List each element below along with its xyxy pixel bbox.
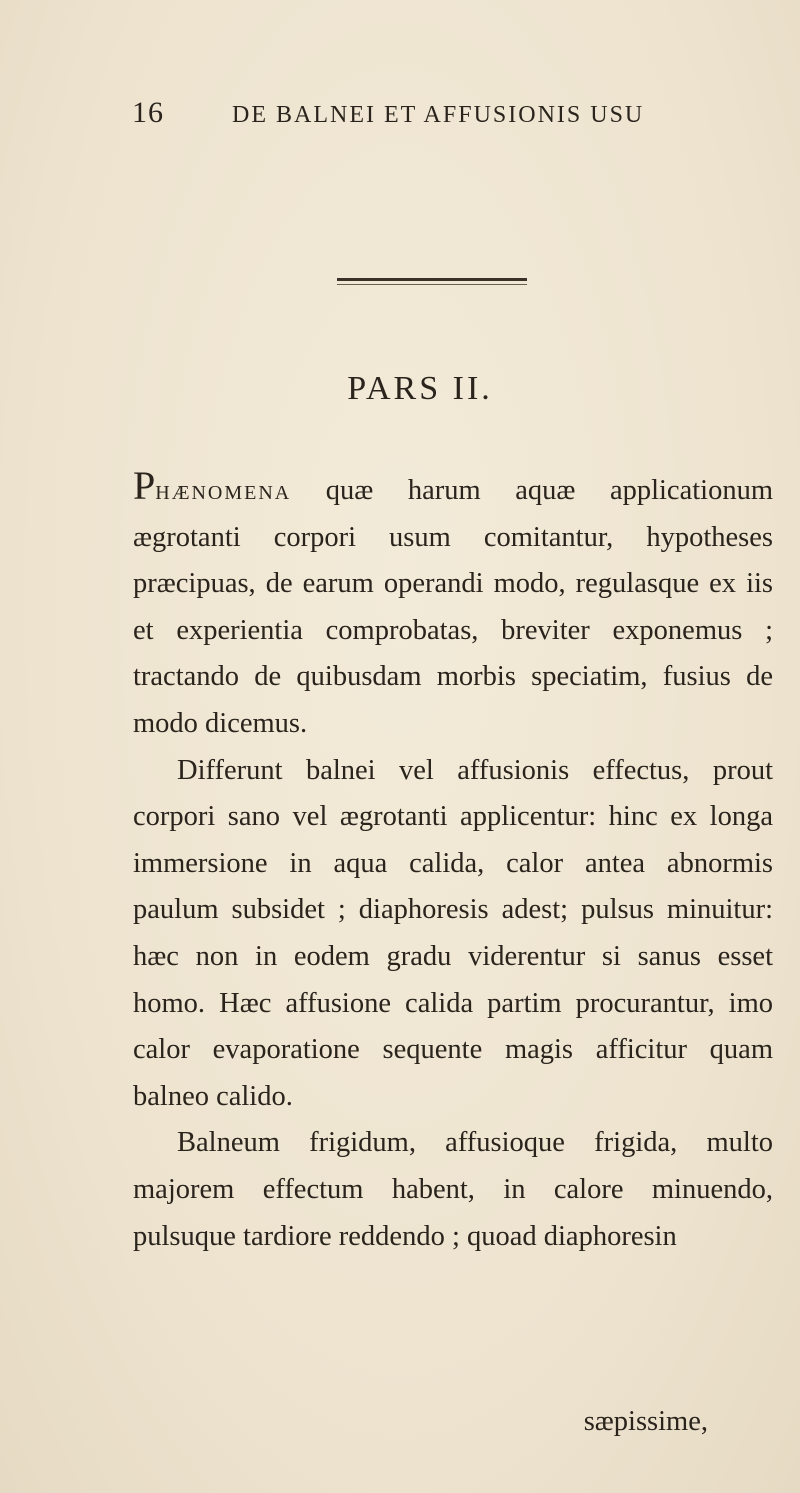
page-number: 16 <box>132 96 164 129</box>
catchword: sæpissime, <box>583 1406 708 1437</box>
section-title: PARS II. <box>347 370 493 407</box>
paragraph-3: Balneum frigidum, affusioque frigida, multo majorem effectum habent, in calore minuendo, pulsuque tardiore reddendo ; quoad diaphoresin <box>133 1127 773 1252</box>
small-caps-word: hænomena <box>155 475 292 506</box>
rule-thin-line <box>337 284 527 285</box>
paragraph-2: Differunt balnei vel affusionis effectus, prout corpori sano vel ægrotanti applicentur: hinc ex longa immersione in aqua calida, calor antea abnormis paulum subsidet ; diaphoresis adest; pulsus minuitur: hæc non in eodem gradu viderentur si sanus esset homo. Hæc affusione calida partim procurantur, imo calor evaporatione sequente magis afficitur quam balneo calido. <box>133 754 773 1112</box>
rule-thick-line <box>337 278 527 281</box>
initial-letter: P <box>133 463 156 508</box>
paragraph-1 <box>133 463 773 748</box>
paragraph-1-text: quæ harum aquæ applicationum ægrotanti corpori usum comitantur, hypotheses præcipuas, de earum operandi modo, regulasque ex iis et experientia comprobatas, breviter exponemus ; tractando de quibusdam morbis speciatim, fusius de modo dicemus. <box>133 475 773 739</box>
running-head <box>132 96 732 136</box>
body-text <box>133 463 773 1260</box>
running-head-title: DE BALNEI ET AFFUSIONIS USU <box>232 102 645 128</box>
